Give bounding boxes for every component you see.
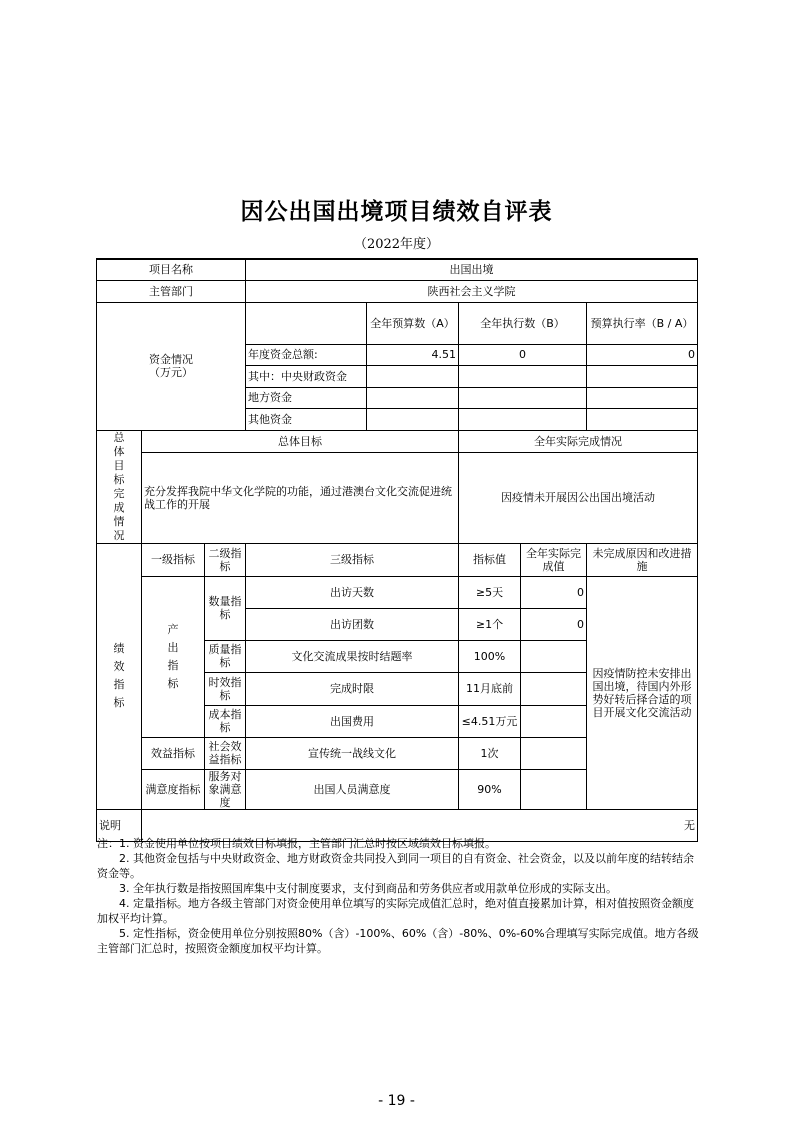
actual-cell xyxy=(521,672,587,705)
output-label-text: 产出指标 xyxy=(167,622,179,690)
col-value-header: 指标值 xyxy=(459,543,521,576)
actual-cell: 0 xyxy=(521,576,587,608)
actual-cell xyxy=(521,640,587,672)
project-name-label: 项目名称 xyxy=(97,259,246,280)
funds-row-rate: 0 xyxy=(587,344,698,365)
funds-row-rate xyxy=(587,365,698,387)
funds-row-label: 其他资金 xyxy=(246,408,367,430)
col-level1-header: 一级指标 xyxy=(142,543,205,576)
value-cell: 90% xyxy=(459,769,521,809)
funds-row-label: 地方资金 xyxy=(246,387,367,408)
level3-cell: 出国费用 xyxy=(246,705,459,737)
project-name-value: 出国出境 xyxy=(246,259,698,280)
remark-value: 无 xyxy=(142,809,698,841)
reason-cell: 因疫情防控未安排出国出境，待国内外形势好转后择合适的项目开展文化交流活动 xyxy=(587,576,698,809)
indicators-section-label xyxy=(97,543,142,809)
funds-row-label: 其中：中央财政资金 xyxy=(246,365,367,387)
col-rate-header: 预算执行率（B / A） xyxy=(587,302,698,344)
col-actual-header: 全年实际完成情况 xyxy=(459,430,698,452)
value-cell: ≥5天 xyxy=(459,576,521,608)
footnote: 5. 定性指标，资金使用单位分别按照80%（含）-100%、60%（含）-80%、0%-60%合理填写实际完成值。地方各级主管部门汇总时，按照资金额度加权平均计算。 xyxy=(97,927,699,955)
funds-header-blank xyxy=(246,302,367,344)
col-reason-header: 未完成原因和改进措施 xyxy=(587,543,698,576)
footnote: 2. 其他资金包括与中央财政资金、地方财政资金共同投入到同一项目的自有资金、社会资金，以及以前年度的结转结余资金等。 xyxy=(97,852,694,880)
value-cell: ≥1个 xyxy=(459,608,521,640)
footnote: 注：1. 资金使用单位按项目绩效目标填报，主管部门汇总时按区域绩效目标填报。 xyxy=(97,837,496,850)
actual-cell xyxy=(521,705,587,737)
funds-row-label: 年度资金总额: xyxy=(246,344,367,365)
funds-row-budget xyxy=(367,387,459,408)
col-level3-header: 三级指标 xyxy=(246,543,459,576)
value-cell: 1次 xyxy=(459,737,521,769)
funds-label-line2: （万元） xyxy=(149,366,193,379)
funds-row-rate xyxy=(587,387,698,408)
level2-cell: 数量指标 xyxy=(205,576,246,640)
goals-section-label xyxy=(97,430,142,543)
level3-cell: 出访天数 xyxy=(246,576,459,608)
funds-row-exec: 0 xyxy=(459,344,587,365)
page-title: 因公出国出境项目绩效自评表 xyxy=(240,199,553,225)
level2-cell: 成本指标 xyxy=(205,705,246,737)
col-budget-header: 全年预算数（A） xyxy=(367,302,459,344)
actual-cell: 0 xyxy=(521,608,587,640)
actual-cell xyxy=(521,737,587,769)
funds-row-budget: 4.51 xyxy=(367,344,459,365)
remark-label: 说明 xyxy=(97,809,142,841)
col-actual-value-header: 全年实际完成值 xyxy=(521,543,587,576)
level2-cell: 质量指标 xyxy=(205,640,246,672)
level1-cell: 效益指标 xyxy=(142,737,205,769)
funds-row-exec xyxy=(459,387,587,408)
indicators-label-text: 绩效指标 xyxy=(113,642,125,709)
value-cell: ≤4.51万元 xyxy=(459,705,521,737)
level3-cell: 出访团数 xyxy=(246,608,459,640)
goals-label-text: 总体目标完成情况 xyxy=(113,430,125,542)
value-cell: 11月底前 xyxy=(459,672,521,705)
funds-row-budget xyxy=(367,408,459,430)
performance-table xyxy=(96,258,698,842)
actual-text: 因疫情未开展因公出国出境活动 xyxy=(459,452,698,543)
actual-cell xyxy=(521,769,587,809)
table-row xyxy=(97,576,698,608)
level3-cell: 出国人员满意度 xyxy=(246,769,459,809)
funds-row-exec xyxy=(459,408,587,430)
goal-text: 充分发挥我院中华文化学院的功能，通过港澳台文化交流促进统战工作的开展 xyxy=(142,452,459,543)
footnote: 4. 定量指标。地方各级主管部门对资金使用单位填写的实际完成值汇总时，绝对值直接累加计算，相对值按照资金额度加权平均计算。 xyxy=(97,897,694,925)
output-indicator-label xyxy=(142,576,205,737)
level3-cell: 宣传统一战线文化 xyxy=(246,737,459,769)
level3-cell: 完成时限 xyxy=(246,672,459,705)
col-level2-header: 二级指标 xyxy=(205,543,246,576)
funds-row-rate xyxy=(587,408,698,430)
page-number: - 19 - xyxy=(378,1093,415,1109)
report-year: （2022年度） xyxy=(353,237,440,252)
level2-cell: 时效指标 xyxy=(205,672,246,705)
dept-value: 陕西社会主义学院 xyxy=(246,280,698,302)
funds-label-line1: 资金情况 xyxy=(149,353,193,366)
footnotes xyxy=(97,836,699,956)
funds-row-budget xyxy=(367,365,459,387)
footnote: 3. 全年执行数是指按照国库集中支付制度要求，支付到商品和劳务供应者或用款单位形成的实际支出。 xyxy=(119,882,617,895)
level1-cell: 满意度指标 xyxy=(142,769,205,809)
funds-row-exec xyxy=(459,365,587,387)
col-exec-header: 全年执行数（B） xyxy=(459,302,587,344)
level3-cell: 文化交流成果按时结题率 xyxy=(246,640,459,672)
funds-section-label xyxy=(97,302,246,430)
value-cell: 100% xyxy=(459,640,521,672)
col-goal-header: 总体目标 xyxy=(142,430,459,452)
level2-cell: 社会效益指标 xyxy=(205,737,246,769)
level2-cell: 服务对象满意度 xyxy=(205,769,246,809)
dept-label: 主管部门 xyxy=(97,280,246,302)
